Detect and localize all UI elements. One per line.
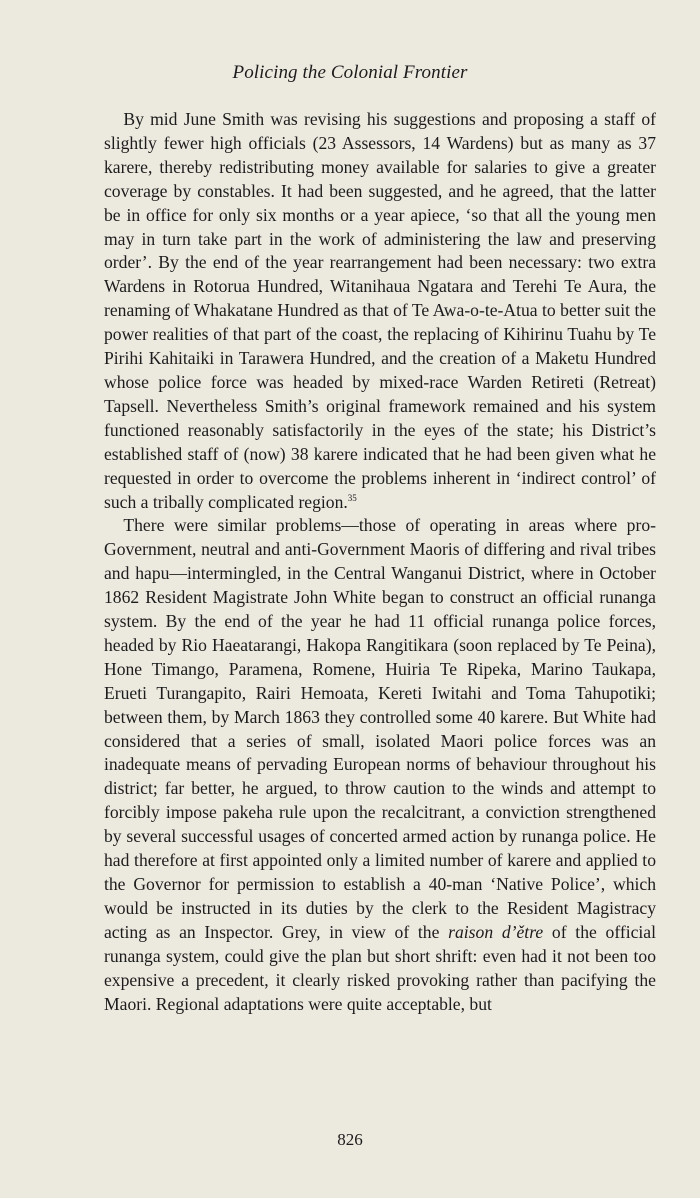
body-text — [104, 108, 656, 1016]
paragraph-1-text: By mid June Smith was revising his suggestions and proposing a staff of slightly fewer high officials (23 Assessors, 14 Wardens) but as many as 37 karere, thereby redistributing money available for salaries to give a greater coverage by constables. It had been suggested, and he agreed, that the latter be in office for only six months or a year apiece, ‘so that all the young men may in turn take part in the work of administering the law and preserving order’. By the end of the year rearrangement had been necessary: two extra Wardens in Rotorua Hundred, Witanihaua Ngatara and Terehi Te Aura, the renaming of Whakatane Hundred as that of Te Awa-o-te-Atua to better suit the power realities of that part of the coast, the replacing of Kihirinu Tuahu by Te Pirihi Kahitaiki in Tarawera Hundred, and the creation of a Maketu Hundred whose police force was headed by mixed-race Warden Retireti (Retreat) Tapsell. Nevertheless Smith’s original framework remained and his system functioned reasonably satisfactorily in the eyes of the state; his District’s established staff of (now) 38 karere indicated that he had been given what he requested in order to overcome the problems inherent in ‘indirect control’ of such a tribally complicated region. — [104, 109, 656, 512]
page-number: 826 — [337, 1130, 363, 1149]
footnote-marker: 35 — [347, 492, 357, 503]
paragraph-1 — [104, 108, 656, 514]
paragraph-2-text: There were similar problems—those of operating in areas where pro-Government, neutral and anti-Government Maoris of differing and rival tribes and hapu—intermingled, in the Central Wanganui District, where in October 1862 Resident Magistrate John White began to construct an official runanga system. By the end of the year he had 11 official runanga police forces, headed by Rio Haeatarangi, Hakopa Rangitikara (soon replaced by Te Peina), Hone Timango, Paramena, Romene, Huiria Te Ripeka, Marino Taukapa, Erueti Turangapito, Rairi Hemoata, Kereti Iwitahi and Toma Tahupotiki; between them, by March 1863 they controlled some 40 karere. But White had considered that a series of small, isolated Maori police forces was an inadequate means of pervading European norms of behaviour throughout his district; far better, he argued, to throw caution to the winds and attempt to forcibly impose pakeha rule upon the recalcitrant, a conviction strengthened by several successful usages of concerted armed action by runanga police. He had therefore at first appointed only a limited number of karere and applied to the Governor for permission to establish a 40-man ‘Native Police’, which would be instructed in its duties by the clerk to the Resident Magistracy acting as an Inspector. Grey, in view of the — [104, 515, 656, 942]
paragraph-2 — [104, 514, 656, 1016]
paragraph-2-text-end: of the official runanga system, could give the plan but short shrift: even had it not been too expensive a precedent, it clearly risked provoking rather than pacifying the Maori. Regional adaptations were quite acceptable, but — [104, 921, 657, 1014]
italic-phrase: raison d’ětre — [448, 921, 544, 942]
running-head: Policing the Colonial Frontier — [232, 62, 468, 83]
